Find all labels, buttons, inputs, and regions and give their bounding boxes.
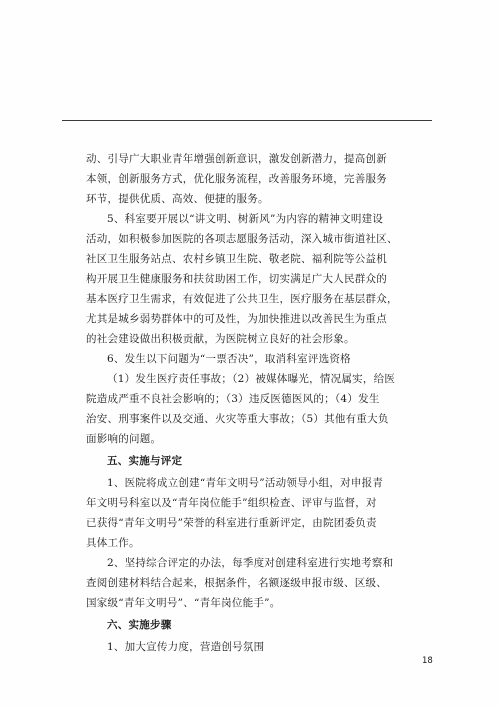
text-line: 环节，提供优质、高效、便捷的服务。 bbox=[86, 193, 269, 205]
text-line: 具体工作。 bbox=[86, 537, 140, 549]
text-line: 面影响的问题。 bbox=[86, 433, 162, 445]
text-line: 构开展卫生健康服务和扶贫助困工作，切实满足广大人民群众的 bbox=[86, 273, 387, 285]
header-rule bbox=[62, 120, 432, 121]
section-heading: 六、实施步骤 bbox=[107, 619, 172, 631]
text-line: 查阅创建材料结合起来，根据条件，名额逐级申报市级、区级、 bbox=[86, 577, 387, 589]
text-line: 社区卫生服务站点、农村乡镇卫生院、敬老院、福利院等公益机 bbox=[86, 253, 387, 265]
text-line: 的社会建设做出积极贡献，为医院树立良好的社会形象。 bbox=[86, 333, 355, 345]
text-line: 1、医院将成立创建“青年文明号”活动领导小组，对申报青 bbox=[107, 477, 384, 489]
text-line: 动、引导广大职业青年增强创新意识，激发创新潜力，提高创新 bbox=[86, 153, 387, 165]
text-line: 活动，如积极参加医院的各项志愿服务活动，深入城市街道社区、 bbox=[86, 233, 398, 245]
text-line: 2、坚持综合评定的办法，每季度对创建科室进行实地考察和 bbox=[107, 557, 394, 569]
text-line: 5、科室要开展以“讲文明、树新风”为内容的精神文明建设 bbox=[107, 213, 384, 225]
text-line: 本领，创新服务方式，优化服务流程，改善服务环境，完善服务 bbox=[86, 173, 387, 185]
text-line: 已获得“青年文明号”荣誉的科室进行重新评定，由院团委负责 bbox=[86, 517, 377, 529]
text-line: 国家级“青年文明号”、“青年岗位能手”。 bbox=[86, 597, 281, 609]
text-line: 1、加大宣传力度，营造创号氛围 bbox=[107, 641, 265, 653]
page-number: 18 bbox=[422, 656, 433, 666]
text-line: 6、发生以下问题为“一票否决”，取消科室评选资格 bbox=[107, 353, 351, 365]
text-line: 院造成严重不良社会影响的；（3）违反医德医风的；（4）发生 bbox=[86, 393, 380, 405]
text-line: 基本医疗卫生需求，有效促进了公共卫生，医疗服务在基层群众， bbox=[86, 293, 398, 305]
section-heading: 五、实施与评定 bbox=[107, 455, 183, 467]
text-line: 治安、刑事案件以及交通、火灾等重大事故；（5）其他有重大负 bbox=[86, 413, 389, 425]
text-line: 尤其是城乡弱势群体中的可及性，为加快推进以改善民生为重点 bbox=[86, 313, 387, 325]
text-line: 年文明号科室以及“青年岗位能手”组织检查、评审与监督，对 bbox=[86, 497, 377, 509]
text-line: （1）发生医疗责任事故；（2）被媒体曝光，情况属实，给医 bbox=[107, 373, 396, 385]
